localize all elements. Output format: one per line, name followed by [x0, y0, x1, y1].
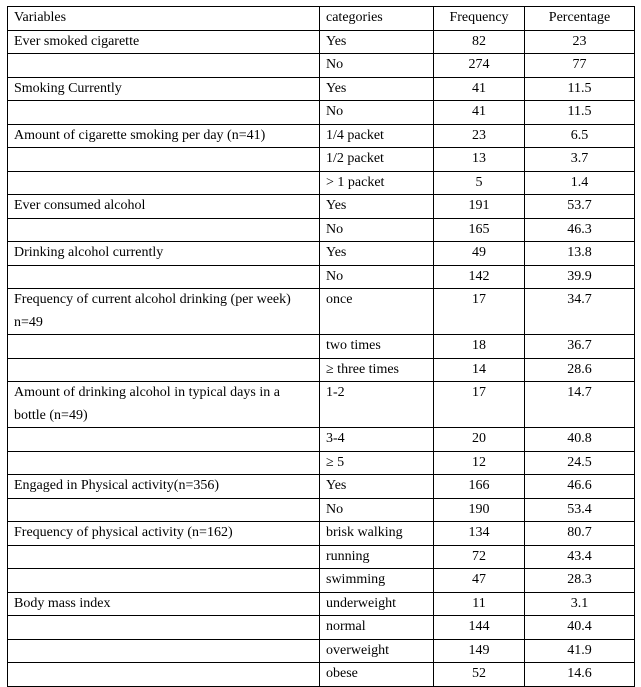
- percentage-cell: 36.7: [525, 335, 635, 359]
- category-cell: brisk walking: [320, 522, 434, 546]
- category-cell: Yes: [320, 475, 434, 499]
- percentage-cell: 23: [525, 30, 635, 54]
- percentage-cell: 43.4: [525, 545, 635, 569]
- percentage-cell: 80.7: [525, 522, 635, 546]
- table-row: [8, 592, 635, 616]
- variable-cell: Body mass index: [8, 592, 320, 616]
- variable-cell: Drinking alcohol currently: [8, 242, 320, 266]
- table-row: [8, 475, 635, 499]
- percentage-cell: 14.7: [525, 382, 635, 428]
- variable-cell: Smoking Currently: [8, 77, 320, 101]
- category-cell: normal: [320, 616, 434, 640]
- category-cell: 1/2 packet: [320, 148, 434, 172]
- table-row: [8, 171, 635, 195]
- variable-cell: Engaged in Physical activity(n=356): [8, 475, 320, 499]
- frequency-cell: 17: [434, 289, 525, 335]
- category-cell: 1-2: [320, 382, 434, 428]
- frequency-cell: 134: [434, 522, 525, 546]
- percentage-cell: 46.3: [525, 218, 635, 242]
- category-cell: running: [320, 545, 434, 569]
- category-cell: Yes: [320, 30, 434, 54]
- frequency-cell: 165: [434, 218, 525, 242]
- variable-cell: [8, 171, 320, 195]
- category-cell: swimming: [320, 569, 434, 593]
- frequency-cell: 142: [434, 265, 525, 289]
- category-cell: Yes: [320, 195, 434, 219]
- frequency-cell: 166: [434, 475, 525, 499]
- frequency-cell: 17: [434, 382, 525, 428]
- category-cell: two times: [320, 335, 434, 359]
- category-cell: No: [320, 498, 434, 522]
- frequency-cell: 191: [434, 195, 525, 219]
- category-cell: overweight: [320, 639, 434, 663]
- variable-cell: [8, 101, 320, 125]
- frequency-cell: 190: [434, 498, 525, 522]
- variable-cell: Amount of drinking alcohol in typical days in a bottle (n=49): [8, 382, 320, 428]
- frequency-cell: 41: [434, 101, 525, 125]
- table-row: [8, 54, 635, 78]
- percentage-cell: 28.6: [525, 358, 635, 382]
- percentage-cell: 14.6: [525, 663, 635, 687]
- table-row: [8, 195, 635, 219]
- table-row: [8, 428, 635, 452]
- variable-cell: Ever consumed alcohol: [8, 195, 320, 219]
- variable-cell: [8, 54, 320, 78]
- table-row: [8, 148, 635, 172]
- table-row: [8, 265, 635, 289]
- percentage-cell: 41.9: [525, 639, 635, 663]
- percentage-cell: 11.5: [525, 77, 635, 101]
- table-row: [8, 545, 635, 569]
- table-row: [8, 335, 635, 359]
- table-row: [8, 639, 635, 663]
- variable-cell: [8, 358, 320, 382]
- percentage-cell: 77: [525, 54, 635, 78]
- frequency-cell: 52: [434, 663, 525, 687]
- percentage-cell: 46.6: [525, 475, 635, 499]
- frequency-cell: 18: [434, 335, 525, 359]
- category-cell: No: [320, 218, 434, 242]
- table-body: [8, 30, 635, 686]
- table-row: [8, 289, 635, 335]
- table-row: [8, 242, 635, 266]
- variable-cell: [8, 218, 320, 242]
- percentage-cell: 34.7: [525, 289, 635, 335]
- variable-cell: Amount of cigarette smoking per day (n=41): [8, 124, 320, 148]
- category-cell: No: [320, 265, 434, 289]
- header-percentage: Percentage: [525, 7, 635, 31]
- table-row: [8, 101, 635, 125]
- table-row: [8, 124, 635, 148]
- frequency-cell: 149: [434, 639, 525, 663]
- variable-cell: Frequency of physical activity (n=162): [8, 522, 320, 546]
- percentage-cell: 53.7: [525, 195, 635, 219]
- variable-cell: [8, 545, 320, 569]
- frequency-cell: 49: [434, 242, 525, 266]
- variable-cell: [8, 569, 320, 593]
- table-row: [8, 382, 635, 428]
- variable-cell: [8, 663, 320, 687]
- table-row: [8, 451, 635, 475]
- frequency-cell: 144: [434, 616, 525, 640]
- table-row: [8, 218, 635, 242]
- header-frequency: Frequency: [434, 7, 525, 31]
- variable-cell: [8, 335, 320, 359]
- frequency-cell: 11: [434, 592, 525, 616]
- frequency-cell: 82: [434, 30, 525, 54]
- variable-cell: [8, 148, 320, 172]
- category-cell: No: [320, 101, 434, 125]
- variable-cell: [8, 265, 320, 289]
- frequency-cell: 23: [434, 124, 525, 148]
- table-row: [8, 616, 635, 640]
- table-header-row: [8, 7, 635, 31]
- frequency-cell: 41: [434, 77, 525, 101]
- table-row: [8, 77, 635, 101]
- frequency-cell: 13: [434, 148, 525, 172]
- frequency-cell: 14: [434, 358, 525, 382]
- table-row: [8, 358, 635, 382]
- percentage-cell: 3.7: [525, 148, 635, 172]
- frequency-cell: 47: [434, 569, 525, 593]
- frequency-cell: 20: [434, 428, 525, 452]
- header-categories: categories: [320, 7, 434, 31]
- header-variables: Variables: [8, 7, 320, 31]
- frequency-cell: 72: [434, 545, 525, 569]
- percentage-cell: 40.4: [525, 616, 635, 640]
- percentage-cell: 1.4: [525, 171, 635, 195]
- variable-cell: [8, 616, 320, 640]
- frequency-cell: 12: [434, 451, 525, 475]
- category-cell: once: [320, 289, 434, 335]
- table-row: [8, 663, 635, 687]
- percentage-cell: 39.9: [525, 265, 635, 289]
- data-table: [7, 6, 635, 687]
- percentage-cell: 13.8: [525, 242, 635, 266]
- percentage-cell: 28.3: [525, 569, 635, 593]
- table-row: [8, 30, 635, 54]
- category-cell: Yes: [320, 77, 434, 101]
- category-cell: obese: [320, 663, 434, 687]
- variable-cell: [8, 639, 320, 663]
- category-cell: Yes: [320, 242, 434, 266]
- variable-cell: [8, 498, 320, 522]
- category-cell: > 1 packet: [320, 171, 434, 195]
- category-cell: 3-4: [320, 428, 434, 452]
- category-cell: ≥ three times: [320, 358, 434, 382]
- frequency-cell: 274: [434, 54, 525, 78]
- percentage-cell: 53.4: [525, 498, 635, 522]
- category-cell: ≥ 5: [320, 451, 434, 475]
- percentage-cell: 11.5: [525, 101, 635, 125]
- table-row: [8, 498, 635, 522]
- variable-cell: Ever smoked cigarette: [8, 30, 320, 54]
- variable-cell: Frequency of current alcohol drinking (per week) n=49: [8, 289, 320, 335]
- percentage-cell: 24.5: [525, 451, 635, 475]
- percentage-cell: 3.1: [525, 592, 635, 616]
- category-cell: 1/4 packet: [320, 124, 434, 148]
- variable-cell: [8, 428, 320, 452]
- percentage-cell: 6.5: [525, 124, 635, 148]
- variable-cell: [8, 451, 320, 475]
- table-row: [8, 569, 635, 593]
- percentage-cell: 40.8: [525, 428, 635, 452]
- category-cell: underweight: [320, 592, 434, 616]
- category-cell: No: [320, 54, 434, 78]
- table-row: [8, 522, 635, 546]
- frequency-cell: 5: [434, 171, 525, 195]
